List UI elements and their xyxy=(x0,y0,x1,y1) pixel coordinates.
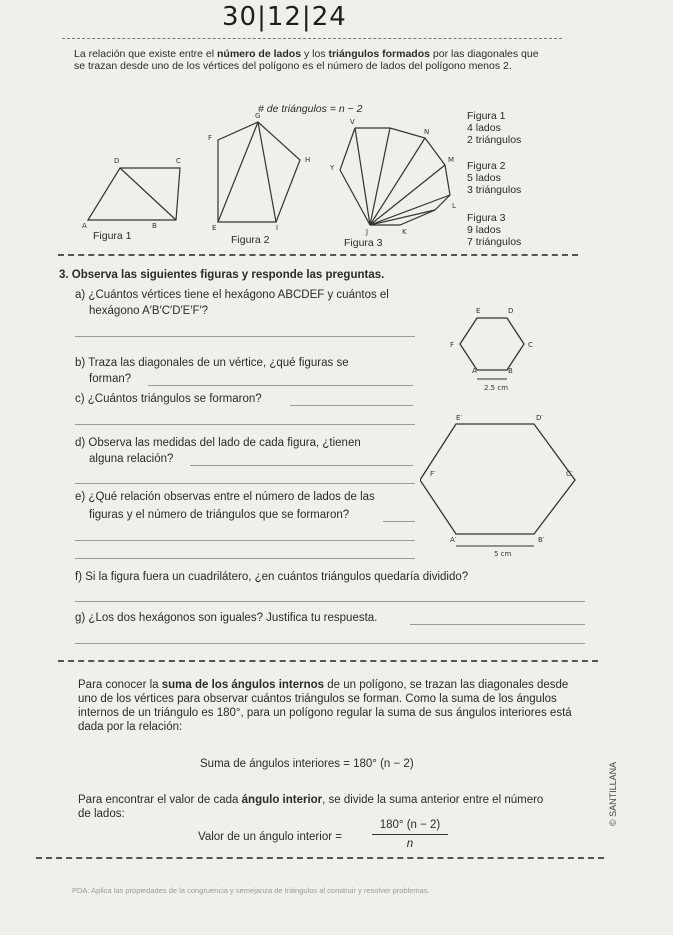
question-e-line-2: figuras y el número de triángulos que se formaron? xyxy=(89,509,350,521)
box-text-2: de un polígono, se trazan las diagonales desde uno de los vértices para observar cuántos triángulos se forman. Como la suma de los ángulos internos de un triángulo es 180°, para un polígono regular la suma de sus ángulos interiores está dada por la relación: xyxy=(78,679,572,733)
fig3-vertex-label: K xyxy=(402,228,407,236)
fact-sides: 9 lados xyxy=(467,224,501,236)
large-hex-vertex-label: F′ xyxy=(430,470,436,478)
fig2-vertex-label: F xyxy=(208,134,213,142)
fig1-vertex-label: A xyxy=(82,222,87,230)
fig3-vertex-label: L xyxy=(452,202,456,210)
small-hexagon xyxy=(460,318,524,370)
fig3-vertex-label: Y xyxy=(330,164,335,172)
fig2-vertex-label: H xyxy=(305,156,311,164)
small-hex-vertex-label: D xyxy=(508,307,514,315)
fact-figure-3 xyxy=(467,212,521,248)
fact-figure-2 xyxy=(467,160,521,196)
triangles-formula: # de triángulos = n − 2 xyxy=(258,103,363,115)
interior-angle-paragraph xyxy=(78,793,558,821)
question-b-line-1: b) Traza las diagonales de un vértice, ¿qué figuras se xyxy=(75,357,349,369)
question-a-line-2: hexágono A′B′C′D′E′F′? xyxy=(89,305,209,317)
figure-3-caption: Figura 3 xyxy=(344,237,383,249)
box-text-4: , se divide la suma anterior entre el número de lados: xyxy=(78,794,544,820)
large-hexagon xyxy=(420,424,575,534)
answer-line-g-2[interactable] xyxy=(75,643,585,644)
intro-bold-triangles: triángulos formados xyxy=(328,48,430,60)
pda-footer: PDA: Aplica las propiedades de la congruencia y semejanza de triángulos al construir y resolver problemas. xyxy=(72,886,430,895)
answer-line-b[interactable] xyxy=(148,385,413,386)
intro-paragraph xyxy=(74,48,544,72)
section-divider xyxy=(58,254,578,256)
fig2-vertex-label: I xyxy=(276,224,279,232)
brand-mark xyxy=(608,740,622,830)
section-3-title: 3. Observa las siguientes figuras y responde las preguntas. xyxy=(59,269,385,281)
small-hex-measure: 2.5 cm xyxy=(484,384,509,392)
fact-triangles: 7 triángulos xyxy=(467,236,522,248)
fig3-vertex-label: J xyxy=(366,228,369,236)
intro-text-2: y los xyxy=(301,48,329,60)
box-text-1: Para conocer la xyxy=(78,679,162,691)
fraction-denominator: n xyxy=(406,838,414,850)
figure-2-pentagon xyxy=(218,122,300,222)
small-hex-vertex-label: E xyxy=(476,307,481,315)
question-b-line-2: forman? xyxy=(89,373,132,385)
figure-1-caption: Figura 1 xyxy=(93,230,132,242)
handwritten-date: 30|12|24 xyxy=(222,2,347,32)
answer-line-d-2[interactable] xyxy=(75,483,415,484)
fig3-vertex-label: N xyxy=(424,128,430,136)
fact-triangles: 3 triángulos xyxy=(467,184,522,196)
question-g: g) ¿Los dos hexágonos son iguales? Justifica tu respuesta. xyxy=(75,612,378,624)
fig1-vertex-label: D xyxy=(114,157,120,165)
fact-name: Figura 1 xyxy=(467,110,506,122)
interior-angle-formula-label: Valor de un ángulo interior = xyxy=(198,831,342,843)
large-hex-vertex-label: C′ xyxy=(566,470,573,478)
fraction-numerator: 180° (n − 2) xyxy=(372,818,448,835)
fact-triangles: 2 triángulos xyxy=(467,134,522,146)
fig2-vertex-label: E xyxy=(212,224,217,232)
small-hex-vertex-label: B xyxy=(508,367,513,375)
question-e-line-1: e) ¿Qué relación observas entre el número de lados de las xyxy=(75,491,375,503)
sum-angles-formula: Suma de ángulos interiores = 180° (n − 2) xyxy=(200,758,414,770)
figure-1-quadrilateral xyxy=(88,168,180,220)
small-hex-vertex-label: A xyxy=(472,367,477,375)
answer-line-d[interactable] xyxy=(190,465,413,466)
box-bold-sum: suma de los ángulos internos xyxy=(161,679,325,691)
fig3-vertex-label: V xyxy=(350,118,355,126)
large-hex-vertex-label: B′ xyxy=(538,536,545,544)
answer-line-c[interactable] xyxy=(290,405,413,406)
polygon-figures xyxy=(80,110,470,250)
large-hex-vertex-label: E′ xyxy=(456,414,463,422)
fig1-vertex-label: C xyxy=(176,157,181,165)
fact-figure-1 xyxy=(467,110,521,146)
box-divider-top xyxy=(58,660,598,662)
box-divider-bottom xyxy=(36,857,604,859)
fig3-vertex-label: M xyxy=(448,156,455,164)
answer-line-c-2[interactable] xyxy=(75,424,415,425)
large-hex-vertex-label: A′ xyxy=(450,536,457,544)
interior-angle-fraction xyxy=(372,818,448,851)
large-hex-measure: 5 cm xyxy=(494,550,512,558)
fact-sides: 5 lados xyxy=(467,172,501,184)
large-hex-vertex-label: D′ xyxy=(536,414,543,422)
fig1-vertex-label: B xyxy=(152,222,157,230)
answer-line-f[interactable] xyxy=(75,601,585,602)
figure-3-nonagon xyxy=(340,128,450,225)
fig2-vertex-label: G xyxy=(255,112,261,120)
top-divider xyxy=(62,38,562,39)
answer-line-e-3[interactable] xyxy=(75,558,415,559)
hexagon-figures xyxy=(420,300,590,560)
question-d-line-1: d) Observa las medidas del lado de cada figura, ¿tienen xyxy=(75,437,361,449)
question-f: f) Si la figura fuera un cuadrilátero, ¿en cuántos triángulos quedaría dividido? xyxy=(75,571,469,583)
answer-line-g[interactable] xyxy=(410,624,585,625)
answer-line-a[interactable] xyxy=(75,336,415,337)
fact-name: Figura 3 xyxy=(467,212,506,224)
intro-text-3: por las diagonales que se trazan desde uno de los vértices del polígono es el número de lados del polígono menos 2. xyxy=(74,48,539,72)
fact-sides: 4 lados xyxy=(467,122,501,134)
figure-2-caption: Figura 2 xyxy=(231,234,270,246)
answer-line-e-2[interactable] xyxy=(75,540,415,541)
question-d-line-2: alguna relación? xyxy=(89,453,174,465)
question-c: c) ¿Cuántos triángulos se formaron? xyxy=(75,393,262,405)
box-text-3: Para encontrar el valor de cada xyxy=(78,794,242,806)
small-hex-vertex-label: C xyxy=(528,341,533,349)
answer-line-e[interactable] xyxy=(383,521,415,522)
question-a-line-1: a) ¿Cuántos vértices tiene el hexágono ABCDEF y cuántos el xyxy=(75,289,389,301)
box-bold-interior: ángulo interior xyxy=(241,794,323,806)
fact-name: Figura 2 xyxy=(467,160,506,172)
brand-text: © SANTILLANA xyxy=(608,761,618,826)
intro-bold-sides: número de lados xyxy=(217,48,302,60)
small-hex-vertex-label: F xyxy=(450,341,455,349)
sum-angles-paragraph xyxy=(78,678,583,734)
intro-text-1: La relación que existe entre el xyxy=(74,48,218,60)
